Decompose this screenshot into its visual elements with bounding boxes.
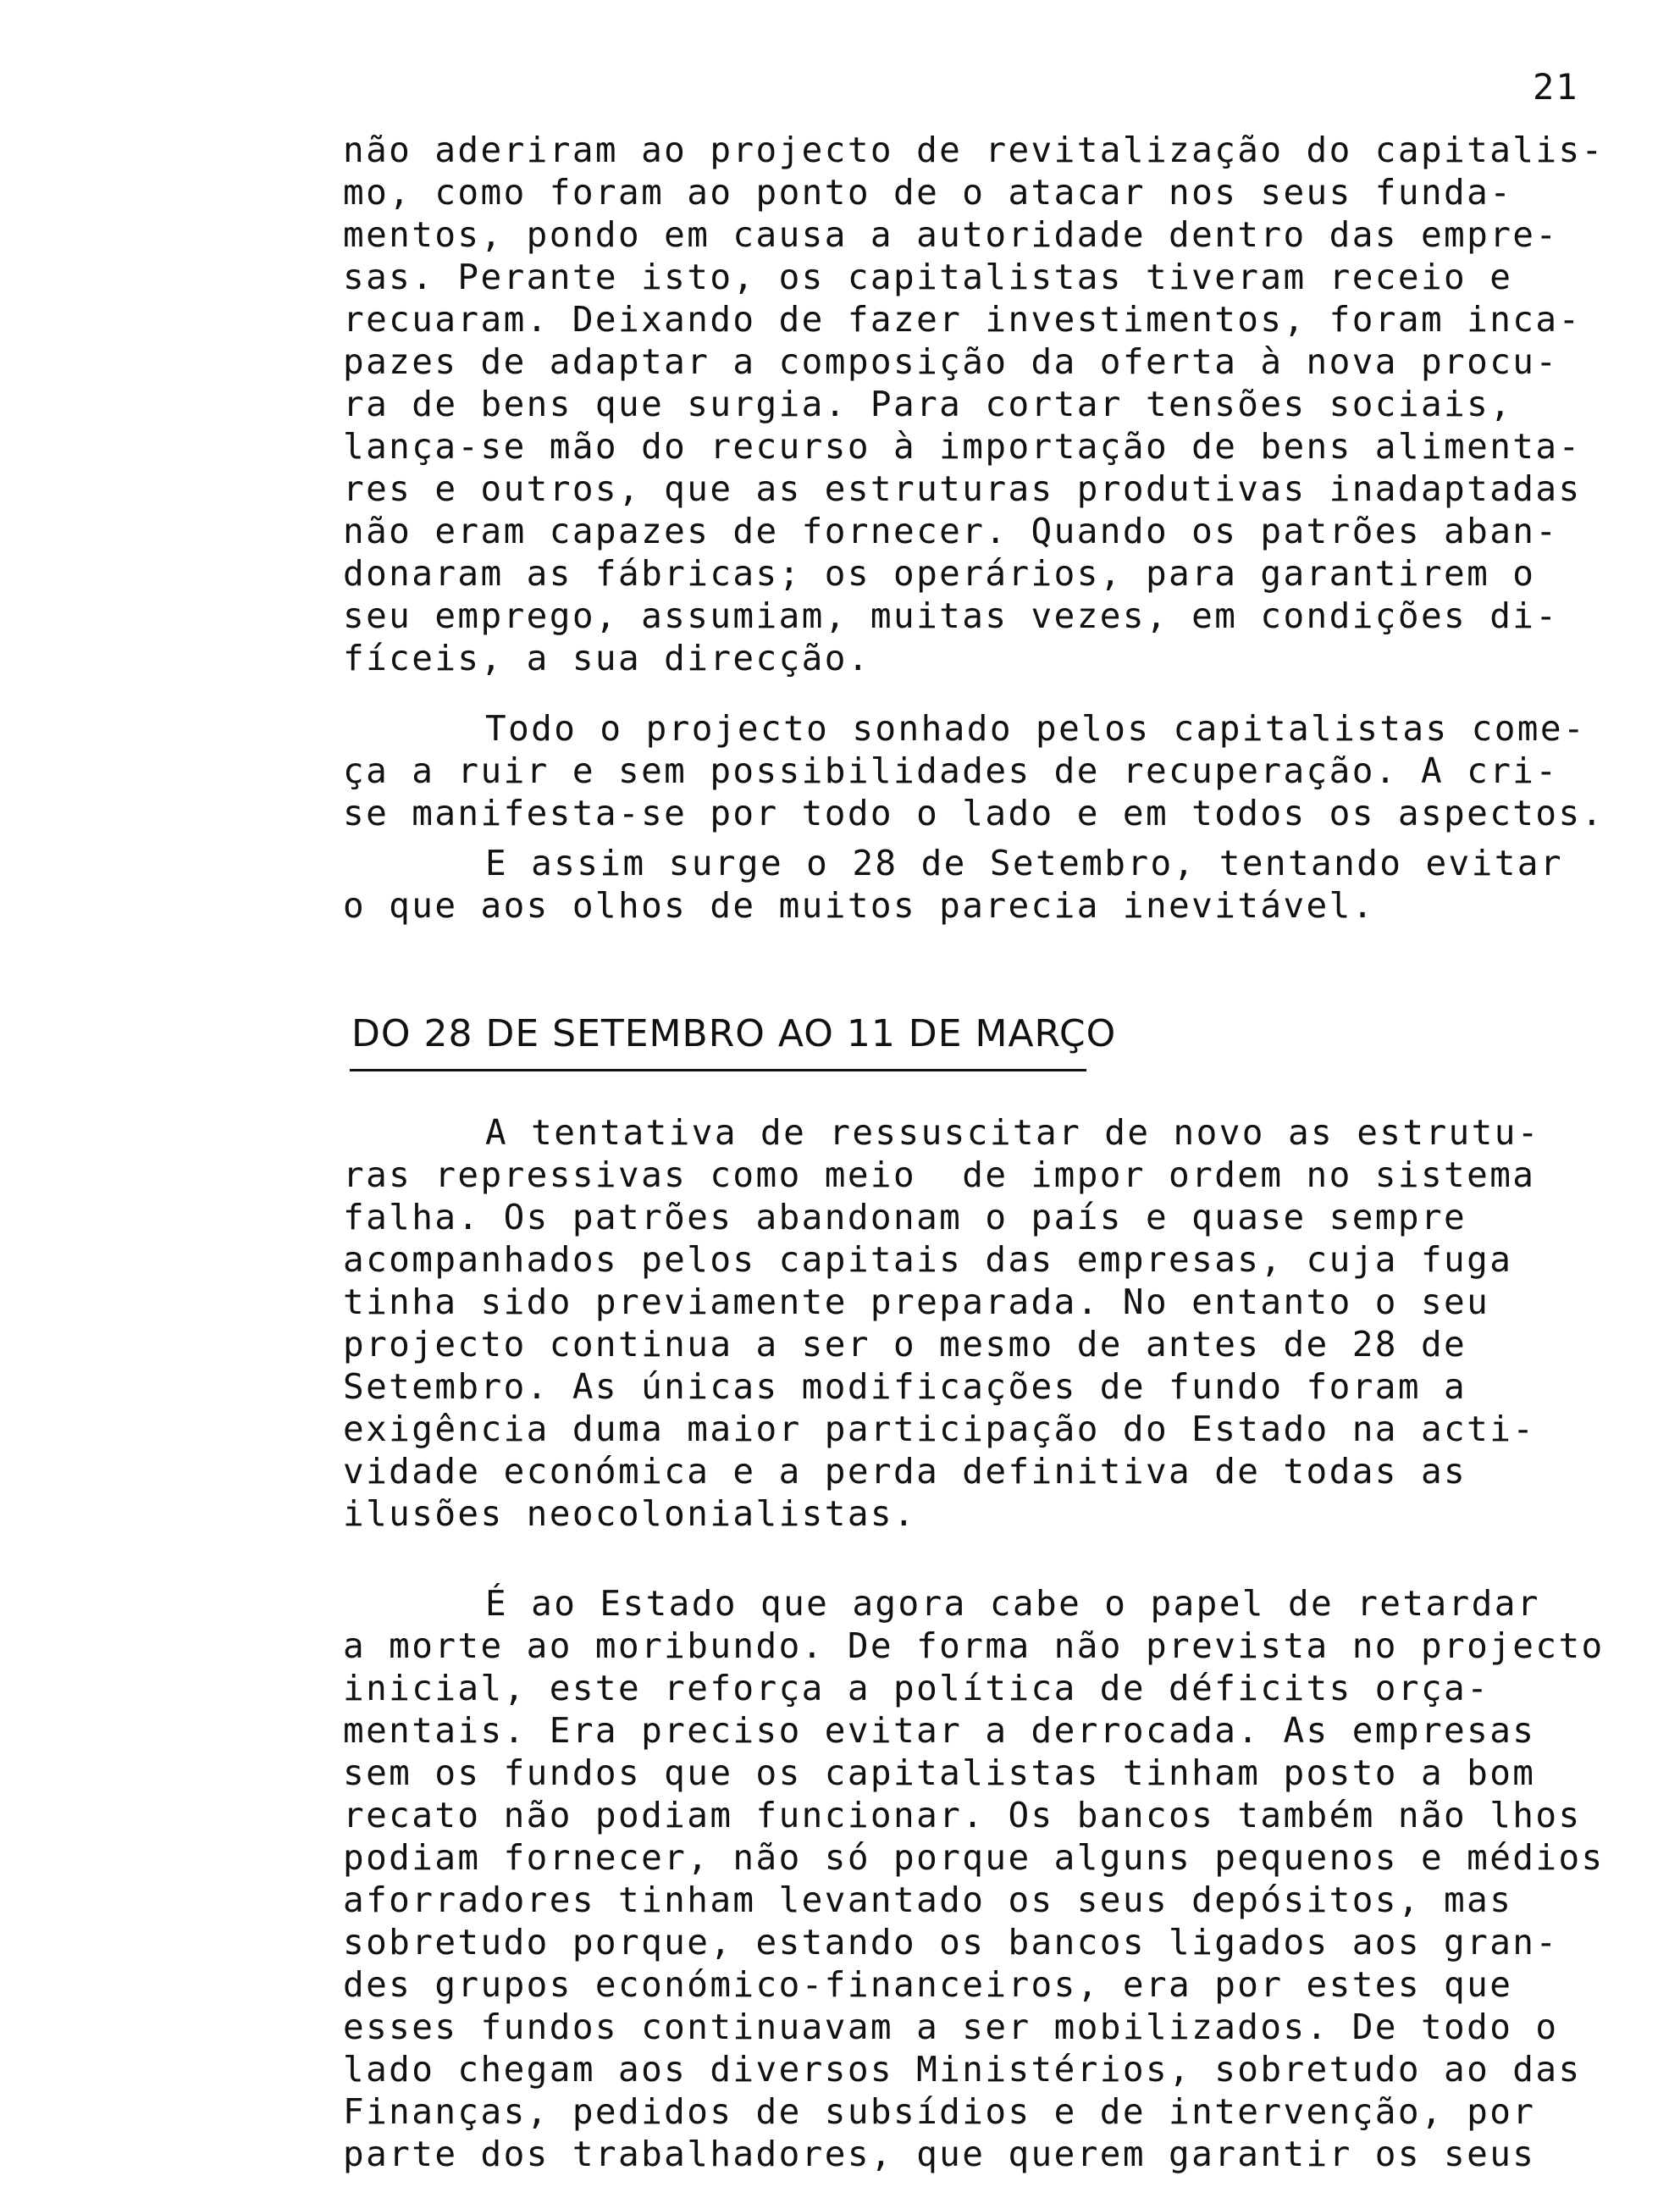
text-line: mentais. Era preciso evitar a derrocada. As empresas [343, 1710, 1536, 1751]
text-line: donaram as fábricas; os operários, para garantirem o [343, 553, 1536, 594]
heading-underline [350, 1069, 1086, 1071]
text-line: exigência duma maior participação do Estado na acti- [343, 1409, 1536, 1449]
text-line: vidade económica e a perda definitiva de todas as [343, 1451, 1467, 1492]
text-line: o que aos olhos de muitos parecia inevitável. [343, 885, 1375, 926]
text-line: res e outros, que as estruturas produtivas inadaptadas [343, 468, 1582, 509]
text-line: E assim surge o 28 de Setembro, tentando evitar [485, 843, 1563, 883]
text-line: sobretudo porque, estando os bancos ligados aos gran- [343, 1922, 1559, 1963]
text-line: seu emprego, assumiam, muitas vezes, em condições di- [343, 595, 1559, 636]
paragraph-4 [343, 1111, 1613, 1535]
text-line: a morte ao moribundo. De forma não prevista no projecto [343, 1625, 1605, 1666]
text-line: ilusões neocolonialistas. [343, 1493, 917, 1534]
text-line: parte dos trabalhadores, que querem garantir os seus [343, 2134, 1536, 2174]
text-line: ça a ruir e sem possibilidades de recuperação. A cri- [343, 750, 1559, 791]
text-line: sem os fundos que os capitalistas tinham posto a bom [343, 1752, 1536, 1793]
text-line: não eram capazes de fornecer. Quando os patrões aban- [343, 511, 1559, 551]
text-line: Todo o projecto sonhado pelos capitalistas come- [485, 708, 1587, 749]
text-line: inicial, este reforça a política de déficits orça- [343, 1668, 1490, 1708]
text-line: des grupos económico-financeiros, era por estes que [343, 1964, 1513, 2005]
text-line: pazes de adaptar a composição da oferta à nova procu- [343, 341, 1559, 382]
text-line: mentos, pondo em causa a autoridade dentro das empre- [343, 214, 1559, 255]
text-line: não aderiram ao projecto de revitalização do capitalis- [343, 130, 1605, 170]
text-line: esses fundos continuavam a ser mobilizados. De todo o [343, 2007, 1559, 2047]
text-line: mo, como foram ao ponto de o atacar nos seus funda- [343, 172, 1513, 213]
text-line: ras repressivas como meio de impor ordem no sistema [343, 1154, 1536, 1195]
text-line: recuaram. Deixando de fazer investimentos, foram inca- [343, 299, 1582, 340]
paragraph-5 [343, 1582, 1613, 2175]
text-line: tinha sido previamente preparada. No entanto o seu [343, 1282, 1490, 1322]
text-line: se manifesta-se por todo o lado e em todos os aspectos. [343, 793, 1605, 833]
paragraph-2 [343, 707, 1613, 834]
text-line: aforradores tinham levantado os seus depósitos, mas [343, 1880, 1513, 1920]
text-line: fíceis, a sua direcção. [343, 638, 870, 678]
text-line: acompanhados pelos capitais das empresas, cuja fuga [343, 1239, 1513, 1280]
text-line: lado chegam aos diversos Ministérios, sobretudo ao das [343, 2049, 1582, 2090]
text-line: recato não podiam funcionar. Os bancos também não lhos [343, 1795, 1582, 1835]
text-line: A tentativa de ressuscitar de novo as estrutu- [485, 1112, 1540, 1153]
text-line: É ao Estado que agora cabe o papel de retardar [485, 1583, 1540, 1624]
text-line: sas. Perante isto, os capitalistas tiveram receio e [343, 257, 1513, 297]
page-number: 21 [1533, 66, 1579, 108]
text-line: ra de bens que surgia. Para cortar tensões sociais, [343, 384, 1513, 424]
text-line: lança-se mão do recurso à importação de bens alimenta- [343, 426, 1582, 467]
paragraph-3 [343, 842, 1613, 927]
section-heading: DO 28 DE SETEMBRO AO 11 DE MARÇO [351, 1012, 1117, 1055]
text-line: Finanças, pedidos de subsídios e de intervenção, por [343, 2091, 1536, 2132]
text-line: podiam fornecer, não só porque alguns pequenos e médios [343, 1837, 1605, 1878]
text-line: Setembro. As únicas modificações de fundo foram a [343, 1366, 1467, 1407]
text-line: projecto continua a ser o mesmo de antes de 28 de [343, 1324, 1467, 1365]
text-line: falha. Os patrões abandonam o país e quase sempre [343, 1197, 1467, 1237]
paragraph-1 [343, 129, 1613, 679]
